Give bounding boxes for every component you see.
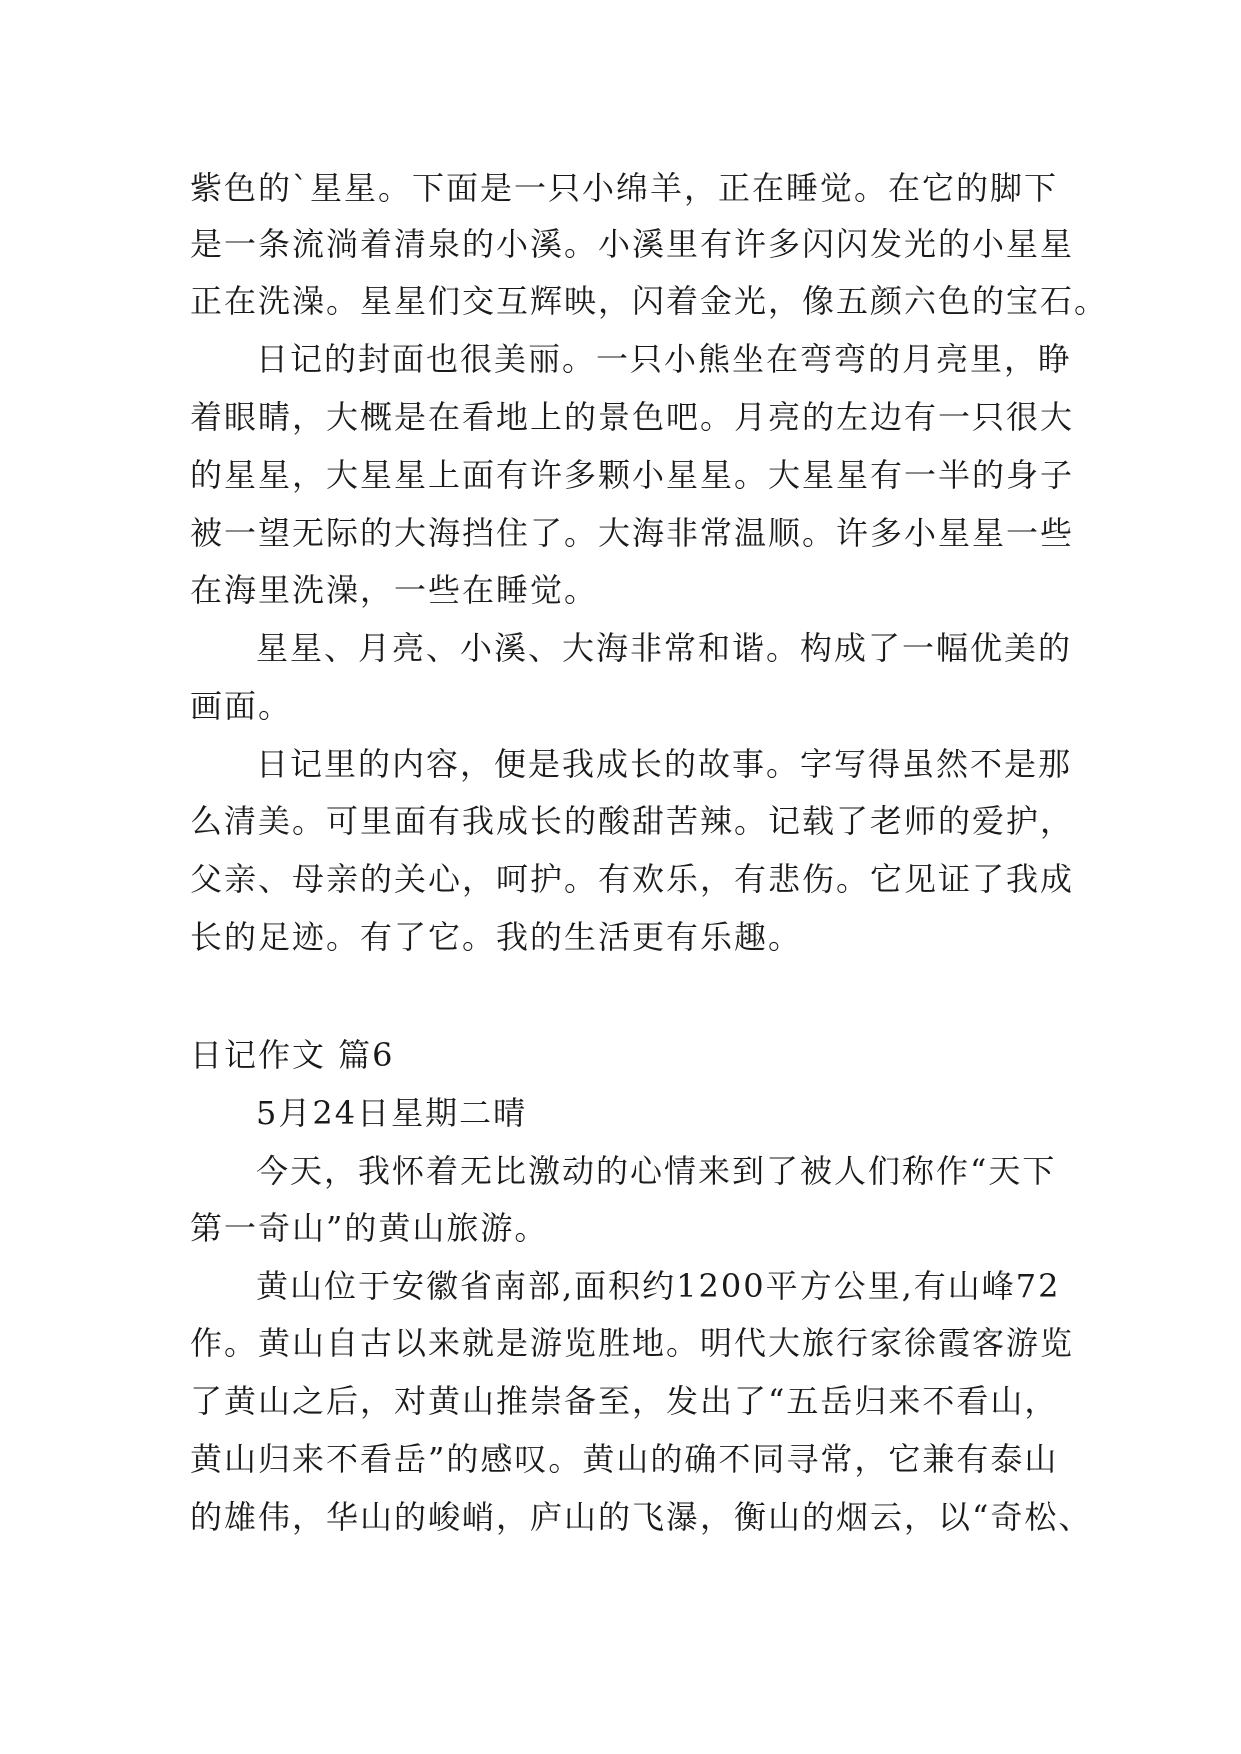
diary-date: 5月24日星期二晴 — [256, 1094, 528, 1132]
text-line: 日记里的内容，便是我成长的故事。字写得虽然不是那 — [256, 745, 1073, 783]
text-line: 被一望无际的大海挡住了。大海非常温顺。许多小星星一些 — [190, 514, 1075, 552]
text-line: 父亲、母亲的关心，呵护。有欢乐，有悲伤。它见证了我成 — [190, 860, 1075, 898]
text-line: 着眼睛，大概是在看地上的景色吧。月亮的左边有一只很大 — [190, 398, 1075, 436]
text-line: 黄山位于安徽省南部,面积约1200平方公里,有山峰72 — [256, 1267, 1061, 1305]
text-line: 么清美。可里面有我成长的酸甜苦辣。记载了老师的爱护， — [190, 802, 1075, 840]
text-line: 星星、月亮、小溪、大海非常和谐。构成了一幅优美的 — [256, 629, 1073, 667]
text-line: 今天，我怀着无比激动的心情来到了被人们称作“天下 — [256, 1152, 1057, 1190]
text-line: 正在洗澡。星星们交互辉映，闪着金光，像五颜六色的宝石。 — [190, 282, 1109, 320]
text-line: 的星星，大星星上面有许多颗小星星。大星星有一半的身子 — [190, 456, 1075, 494]
text-line: 紫色的`星星。下面是一只小绵羊，正在睡觉。在它的脚下 — [190, 169, 1059, 207]
text-line: 在海里洗澡，一些在睡觉。 — [190, 571, 599, 609]
text-line: 画面。 — [190, 687, 293, 725]
text-line: 第一奇山”的黄山旅游。 — [190, 1209, 549, 1247]
text-line: 了黄山之后，对黄山推崇备至，发出了“五岳归来不看山， — [190, 1382, 1059, 1420]
section-heading: 日记作文 篇6 — [190, 1036, 395, 1074]
text-line: 的雄伟，华山的峻峭，庐山的飞瀑，衡山的烟云，以“奇松、 — [190, 1498, 1093, 1536]
text-line: 黄山归来不看岳”的感叹。黄山的确不同寻常，它兼有泰山 — [190, 1440, 1059, 1478]
text-line: 日记的封面也很美丽。一只小熊坐在弯弯的月亮里，睁 — [256, 340, 1073, 378]
text-line: 是一条流淌着清泉的小溪。小溪里有许多闪闪发光的小星星 — [190, 225, 1075, 263]
text-line: 作。黄山自古以来就是游览胜地。明代大旅行家徐霞客游览 — [190, 1324, 1075, 1362]
text-line: 长的足迹。有了它。我的生活更有乐趣。 — [190, 918, 803, 956]
